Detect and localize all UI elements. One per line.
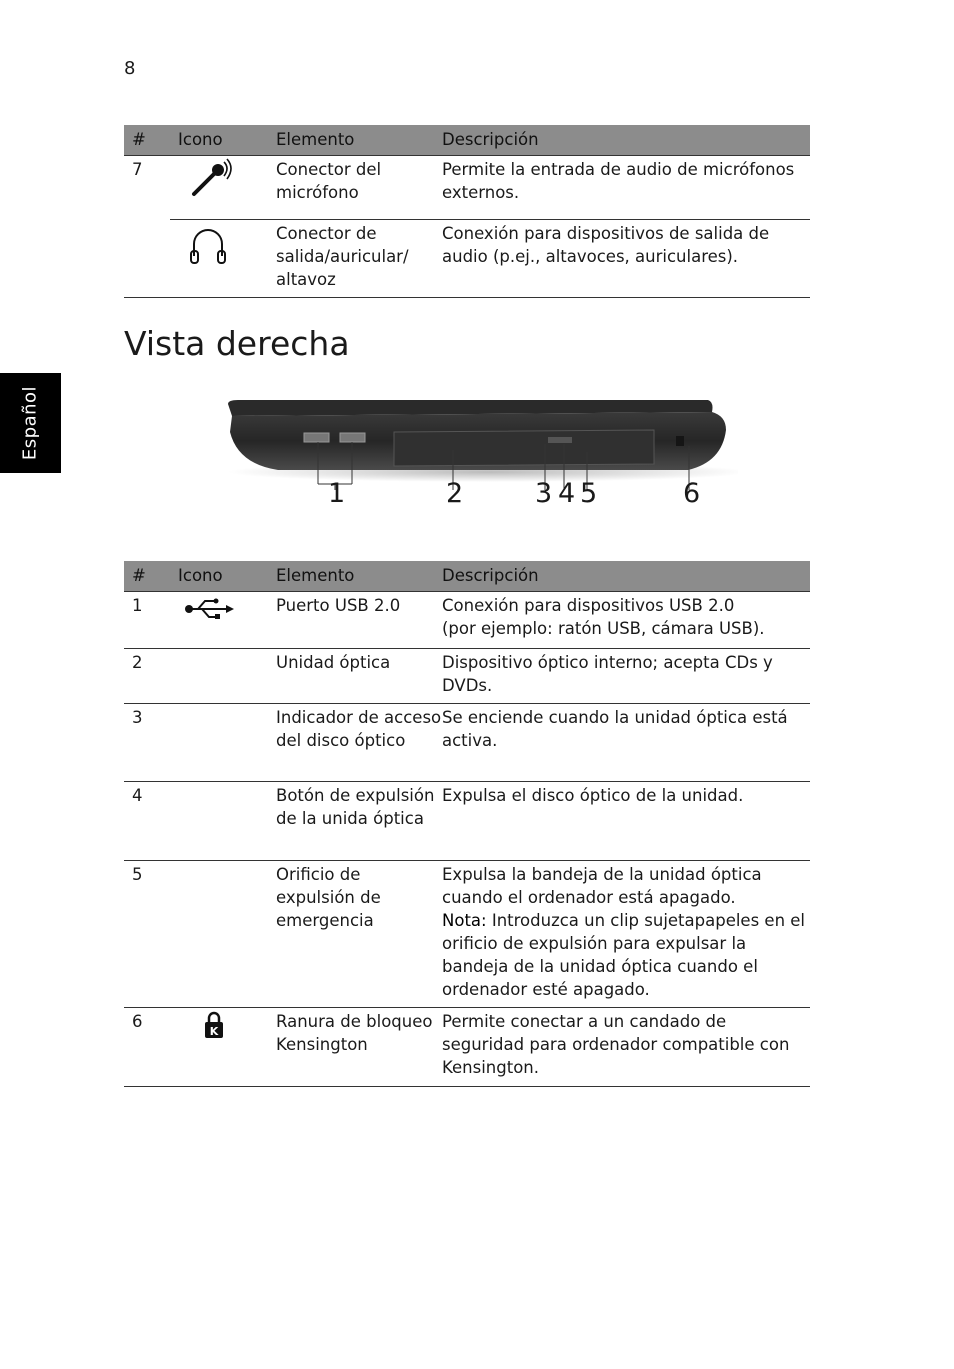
row-element: Indicador de acceso del disco óptico — [276, 704, 442, 782]
callout-6: 6 — [683, 478, 701, 509]
row-icon — [170, 704, 276, 782]
row-element: Ranura de bloqueo Kensington — [276, 1008, 442, 1087]
header-description: Descripción — [442, 125, 810, 156]
row-icon — [170, 861, 276, 1008]
microphone-icon — [178, 158, 238, 202]
table-row — [124, 861, 810, 1008]
table-header-row — [124, 125, 810, 156]
row-num: 4 — [124, 782, 170, 861]
header-description: Descripción — [442, 561, 810, 592]
row-num: 5 — [124, 861, 170, 1008]
note-label: Nota: — [442, 911, 487, 930]
callout-1: 1 — [328, 478, 346, 509]
kensington-lock-icon — [178, 1010, 238, 1040]
table-row — [124, 156, 810, 220]
row-description: Conexión para dispositivos de salida de audio (p.ej., altavoces, auriculares). — [442, 220, 810, 298]
note-text: Introduzca un clip sujetapapeles en el orificio de expulsión para expulsar la bandeja de la unidad óptica cuando el ordenador esté apagado. — [442, 911, 806, 999]
table-row — [124, 592, 810, 649]
row-icon — [170, 1008, 276, 1087]
row-description: Se enciende cuando la unidad óptica está activa. — [442, 704, 810, 782]
row-description — [442, 861, 810, 1008]
row-description: Dispositivo óptico interno; acepta CDs y DVDs. — [442, 649, 810, 704]
row-num: 2 — [124, 649, 170, 704]
language-tab — [0, 373, 61, 473]
header-element: Elemento — [276, 125, 442, 156]
row-description-line2: (por ejemplo: ratón USB, cámara USB). — [442, 619, 765, 638]
row-element: Conector de salida/auricular/ altavoz — [276, 220, 442, 298]
row-num — [124, 220, 170, 298]
row-num: 3 — [124, 704, 170, 782]
row-description: Permite conectar a un candado de seguridad para ordenador compatible con Kensington. — [442, 1008, 810, 1087]
row-icon — [170, 156, 276, 220]
row-element: Conector del micrófono — [276, 156, 442, 220]
table-header-row — [124, 561, 810, 592]
header-num: # — [124, 561, 170, 592]
row-description-main: Expulsa la bandeja de la unidad óptica cuando el ordenador está apagado. — [442, 865, 762, 907]
row-note — [442, 909, 810, 1001]
usb-icon — [178, 594, 238, 624]
table-row — [124, 782, 810, 861]
connector-table — [124, 125, 810, 298]
row-element: Botón de expulsión de la unida óptica — [276, 782, 442, 861]
row-icon — [170, 649, 276, 704]
section-title: Vista derecha — [124, 324, 350, 363]
header-icon: Icono — [170, 561, 276, 592]
table-row — [124, 1008, 810, 1087]
row-num: 1 — [124, 592, 170, 649]
header-element: Elemento — [276, 561, 442, 592]
callout-4: 4 — [558, 478, 576, 509]
row-num: 7 — [132, 160, 143, 179]
row-icon — [170, 220, 276, 298]
row-element: Orificio de expulsión de emergencia — [276, 861, 442, 1008]
callout-5: 5 — [580, 478, 598, 509]
table-row — [124, 220, 810, 298]
row-num: 6 — [124, 1008, 170, 1087]
callout-3: 3 — [535, 478, 553, 509]
headphones-icon — [178, 222, 238, 266]
header-num: # — [124, 125, 170, 156]
row-icon — [170, 592, 276, 649]
row-icon — [170, 782, 276, 861]
row-element: Unidad óptica — [276, 649, 442, 704]
row-description-line1: Conexión para dispositivos USB 2.0 — [442, 596, 735, 615]
svg-text:K: K — [209, 1025, 219, 1038]
header-icon: Icono — [170, 125, 276, 156]
row-description: Expulsa el disco óptico de la unidad. — [442, 782, 810, 861]
laptop-right-side-illustration — [218, 392, 738, 512]
row-element: Puerto USB 2.0 — [276, 592, 442, 649]
row-description: Permite la entrada de audio de micrófonos externos. — [442, 156, 810, 220]
language-tab-label: Español — [19, 385, 41, 461]
table-row — [124, 649, 810, 704]
page-number: 8 — [124, 58, 136, 79]
row-description — [442, 592, 810, 649]
right-view-table — [124, 561, 810, 1087]
callout-2: 2 — [446, 478, 464, 509]
table-row — [124, 704, 810, 782]
